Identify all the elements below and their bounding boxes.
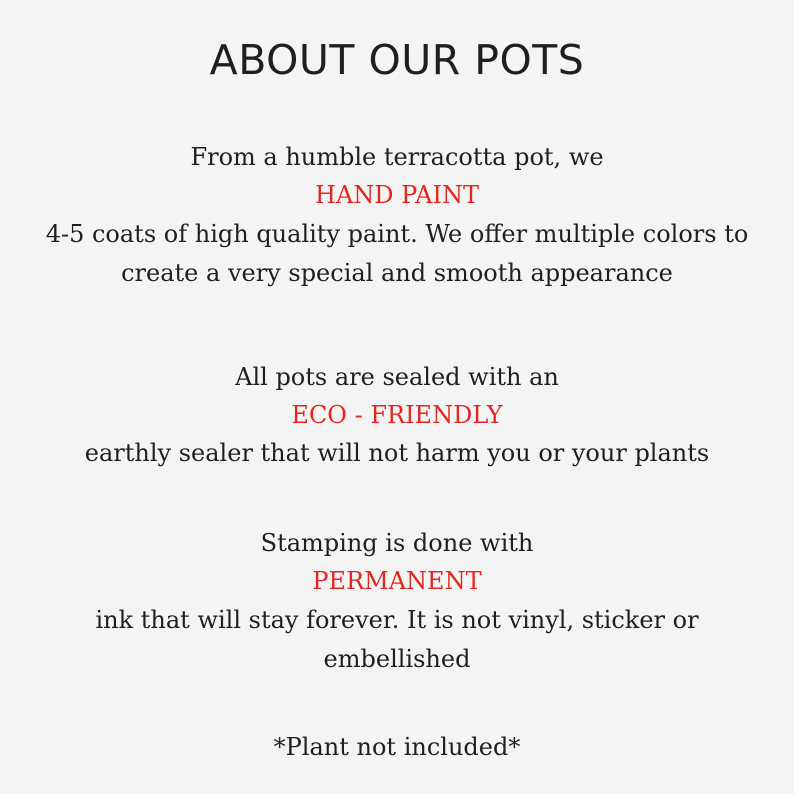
section-intro-line: From a humble terracotta pot, we [190, 143, 604, 171]
section-body-line: create a very special and smooth appearance [121, 259, 673, 287]
highlight-permanent: PERMANENT [312, 567, 482, 595]
section-body-line: 4-5 coats of high quality paint. We offer multiple colors to [45, 220, 749, 248]
section-intro-line: Stamping is done with [260, 529, 534, 557]
section-body-line: ink that will stay forever. It is not vinyl, sticker or [95, 606, 699, 634]
footnote-plant-not-included: *Plant not included* [273, 733, 521, 761]
highlight-eco-friendly: ECO - FRIENDLY [291, 401, 503, 429]
highlight-hand-paint: HAND PAINT [315, 181, 479, 209]
section-body-line: embellished [323, 645, 471, 673]
section-body-line: earthly sealer that will not harm you or your plants [84, 439, 710, 467]
section-intro-line: All pots are sealed with an [235, 363, 559, 391]
page-title: ABOUT OUR POTS [209, 36, 585, 84]
